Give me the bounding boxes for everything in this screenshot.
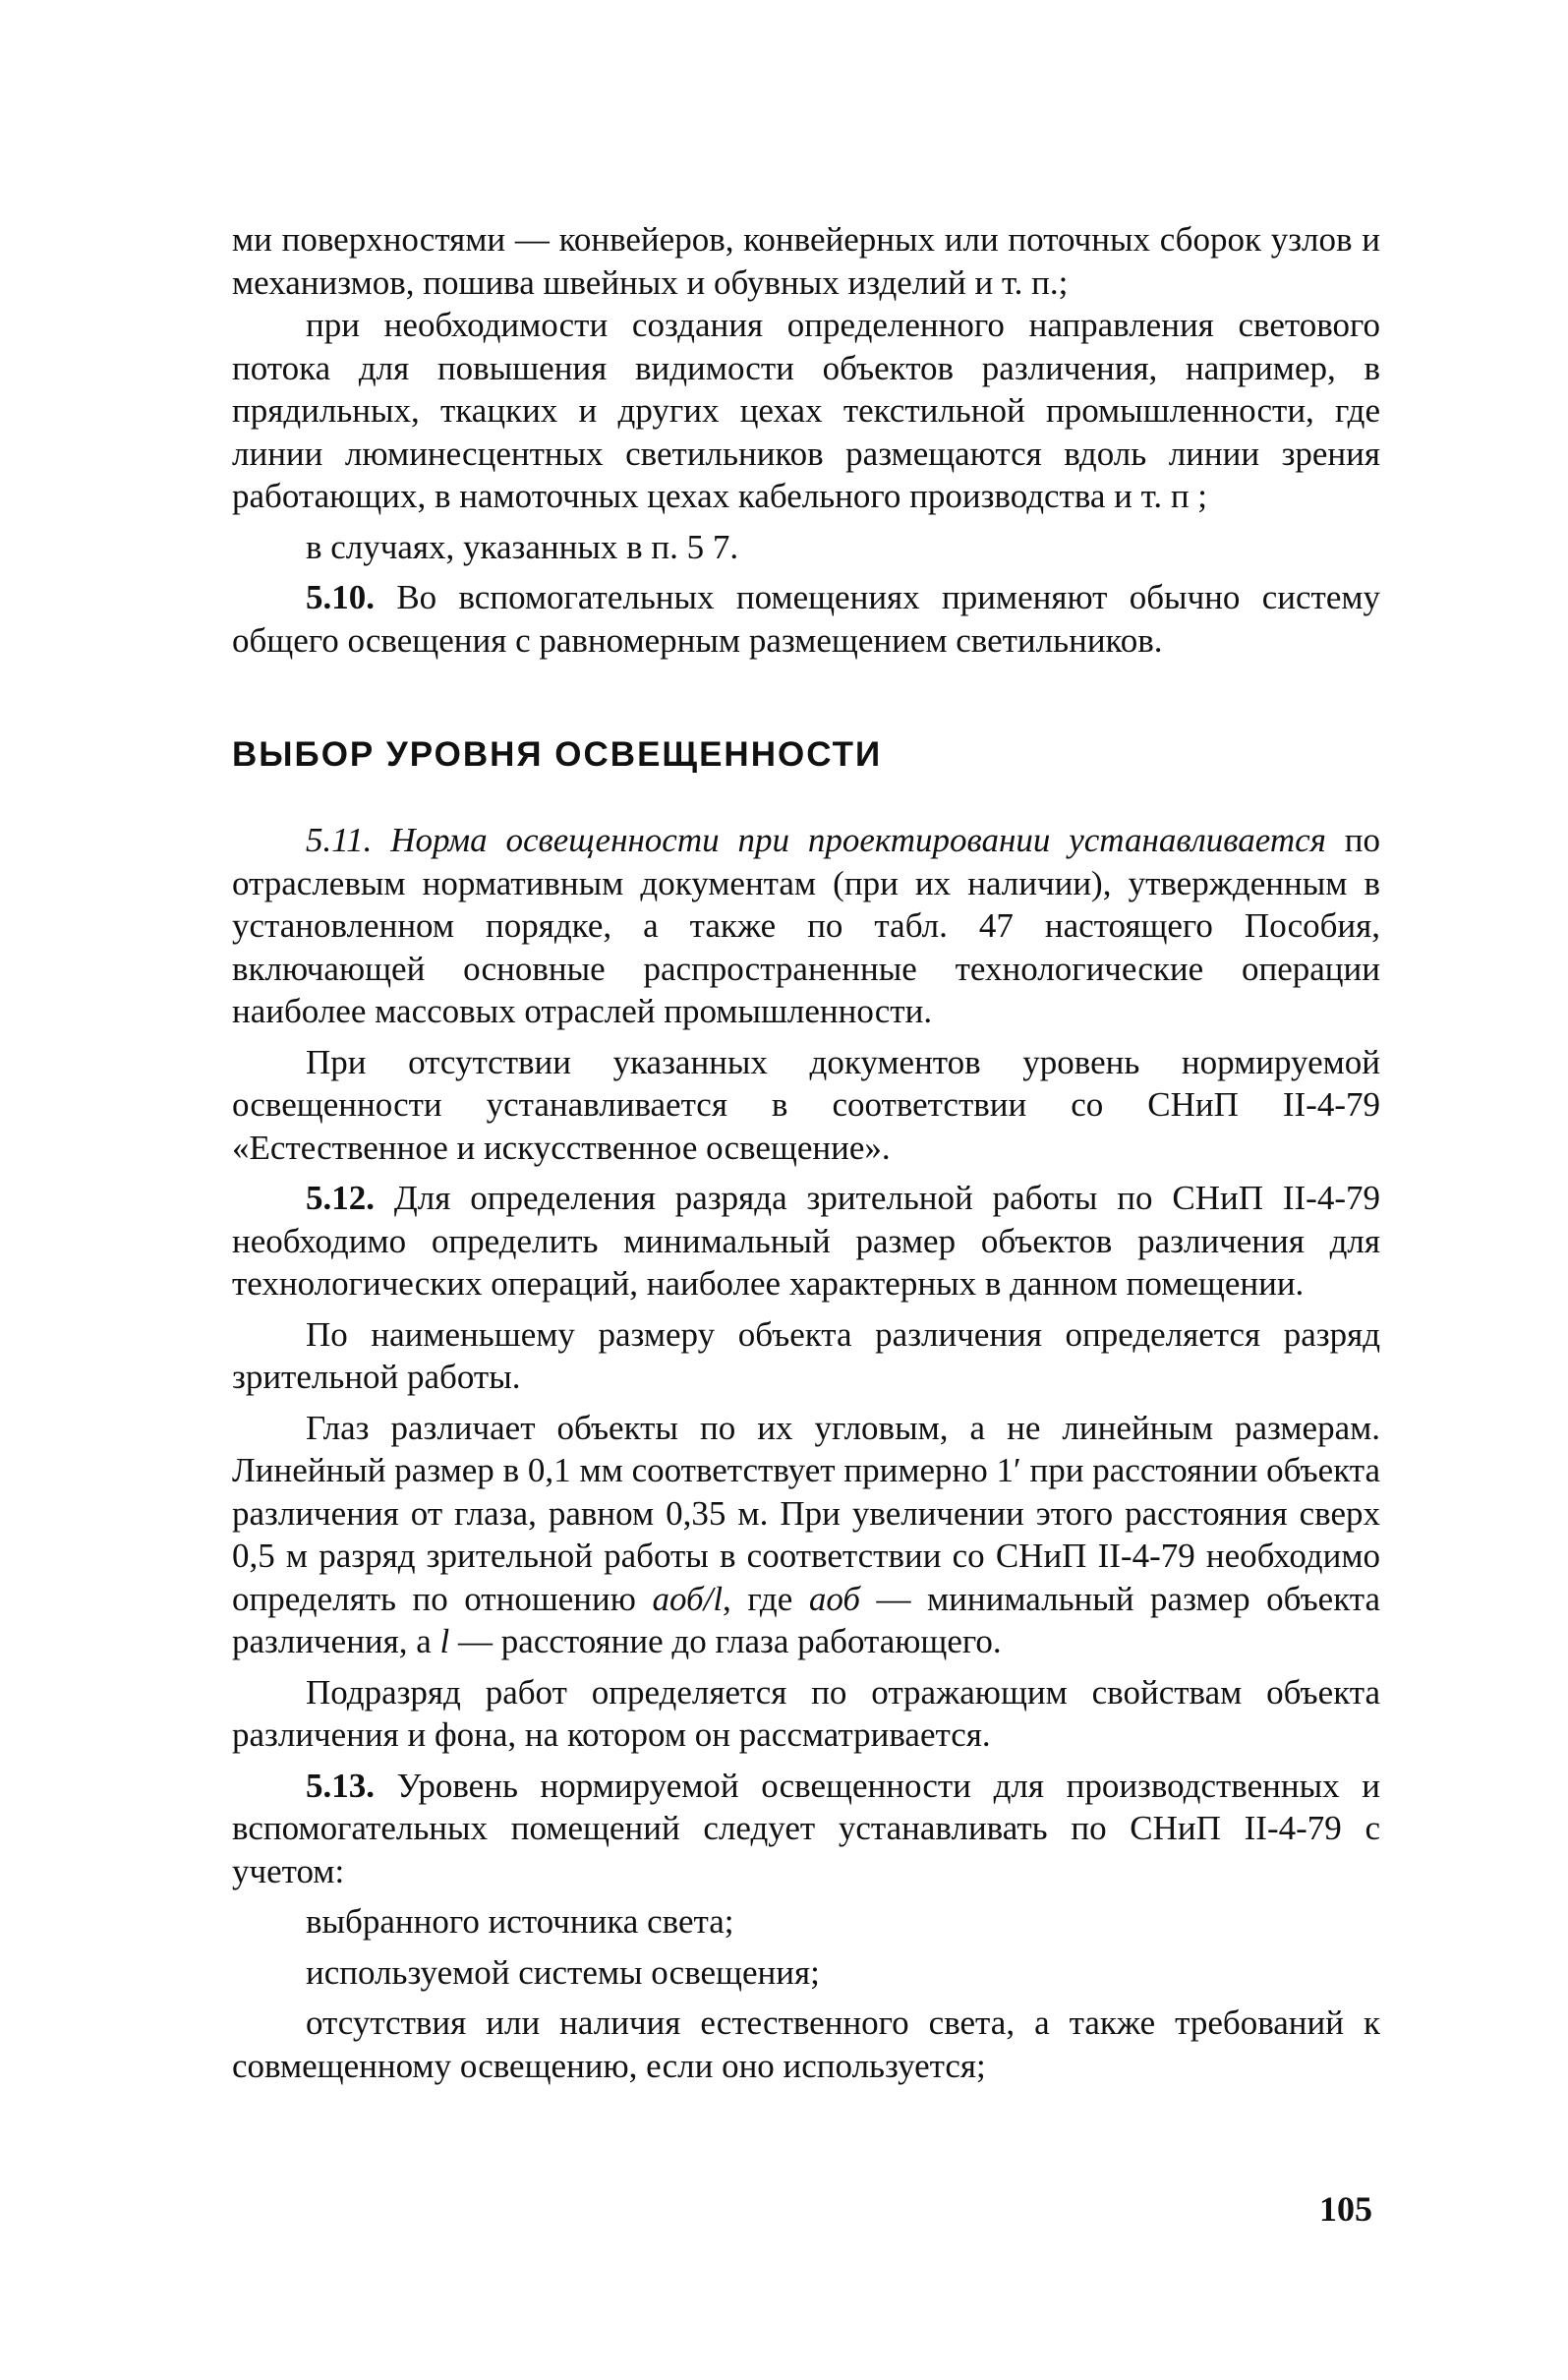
list-item: используемой системы освещения; bbox=[306, 1952, 820, 1992]
paragraph-5-12-c bbox=[232, 1407, 1380, 1663]
paragraph-5-10-text: Во вспомогательных помещениях применяют обычно систему общего освещения с равномерным размещением светильников. bbox=[232, 578, 1380, 660]
paragraph-5-13-text: Уровень нормируемой освещенности для производственных и вспомогательных помещений следует устанавливать по СНиП II-4-79 с учетом: bbox=[232, 1766, 1380, 1890]
paragraph-5-12-c-part2: , где bbox=[723, 1579, 793, 1618]
section-number-5-11: 5.11. bbox=[306, 821, 373, 859]
list-item: отсутствия или наличия естественного света, а также требований к совмещенному освещению, если оно используется; bbox=[232, 2003, 1380, 2085]
paragraph-5-12-c-part4: — расстояние до глаза работающего. bbox=[458, 1622, 1002, 1660]
page-number: 105 bbox=[1319, 2189, 1372, 2229]
variable-a-ob: aоб bbox=[808, 1579, 860, 1618]
formula-ratio: aоб/l bbox=[652, 1579, 724, 1618]
paragraph-5-13 bbox=[232, 1765, 1380, 1893]
paragraph-5-12-d: Подразряд работ определяется по отражающим свойствам объекта различения и фона, на котором он рассматривается. bbox=[232, 1672, 1380, 1754]
paragraph-5-10 bbox=[232, 576, 1380, 662]
section-heading: ВЫБОР УРОВНЯ ОСВЕЩЕННОСТИ bbox=[232, 735, 883, 774]
section-number-5-12: 5.12. bbox=[306, 1179, 375, 1217]
page-body bbox=[232, 218, 1380, 2087]
section-number-5-10: 5.10. bbox=[306, 578, 375, 616]
paragraph-directional-light: при необходимости создания определенного направления светового потока для повышения видимости объектов различения, например, в прядильных, ткацких и других цехах текстильной промышленности, где линии люминесцентных светильников размещаются вдоль линии зрения работающих, в намоточных цехах кабельного производства и т. п ; bbox=[232, 306, 1380, 515]
paragraph-5-12-c-part1: Глаз различает объекты по их угловым, а не линейным размерам. Линейный размер в 0,1 мм соответствует примерно 1′ при расстоянии объекта различения от глаза, равном 0,35 м. При увеличении этого расстояния сверх 0,5 м разряд зрительной работы в соответствии со СНиП II-4-79 необходимо определять по отношению bbox=[232, 1408, 1380, 1618]
paragraph-5-11 bbox=[232, 819, 1380, 1033]
paragraph-cases: в случаях, указанных в п. 5 7. bbox=[306, 527, 739, 566]
paragraph-5-12 bbox=[232, 1177, 1380, 1306]
paragraph-5-11-b: При отсутствии указанных документов уровень нормируемой освещенности устанавливается в соответствии со СНиП II-4-79 «Естественное и искусственное освещение». bbox=[232, 1042, 1380, 1167]
paragraph-5-12-b: По наименьшему размеру объекта различения определяется разряд зрительной работы. bbox=[232, 1314, 1380, 1396]
list-item: выбранного источника света; bbox=[306, 1902, 734, 1941]
paragraph-5-11-text: по отраслевым нормативным документам (при их наличии), утвержденным в установленном порядке, а также по табл. 47 настоящего Пособия, включающей основные распространенные технологические операции наиболее массовых отраслей промышленности. bbox=[232, 821, 1381, 1030]
paragraph-5-12-c-part3: — минимальный размер объекта различения, а bbox=[232, 1579, 1380, 1660]
paragraph-5-11-italic: Норма освещенности при проектировании устанавливается bbox=[390, 821, 1326, 859]
section-number-5-13: 5.13. bbox=[306, 1766, 375, 1805]
paragraph-continuation: ми поверхностями — конвейеров, конвейерных или поточных сборок узлов и механизмов, пошива швейных и обувных изделий и т. п.; bbox=[232, 220, 1380, 302]
variable-l: l bbox=[439, 1622, 450, 1660]
paragraph-5-12-text: Для определения разряда зрительной работы по СНиП II-4-79 необходимо определить минимальный размер объектов различения для технологических операций, наиболее характерных в данном помещении. bbox=[232, 1179, 1380, 1303]
